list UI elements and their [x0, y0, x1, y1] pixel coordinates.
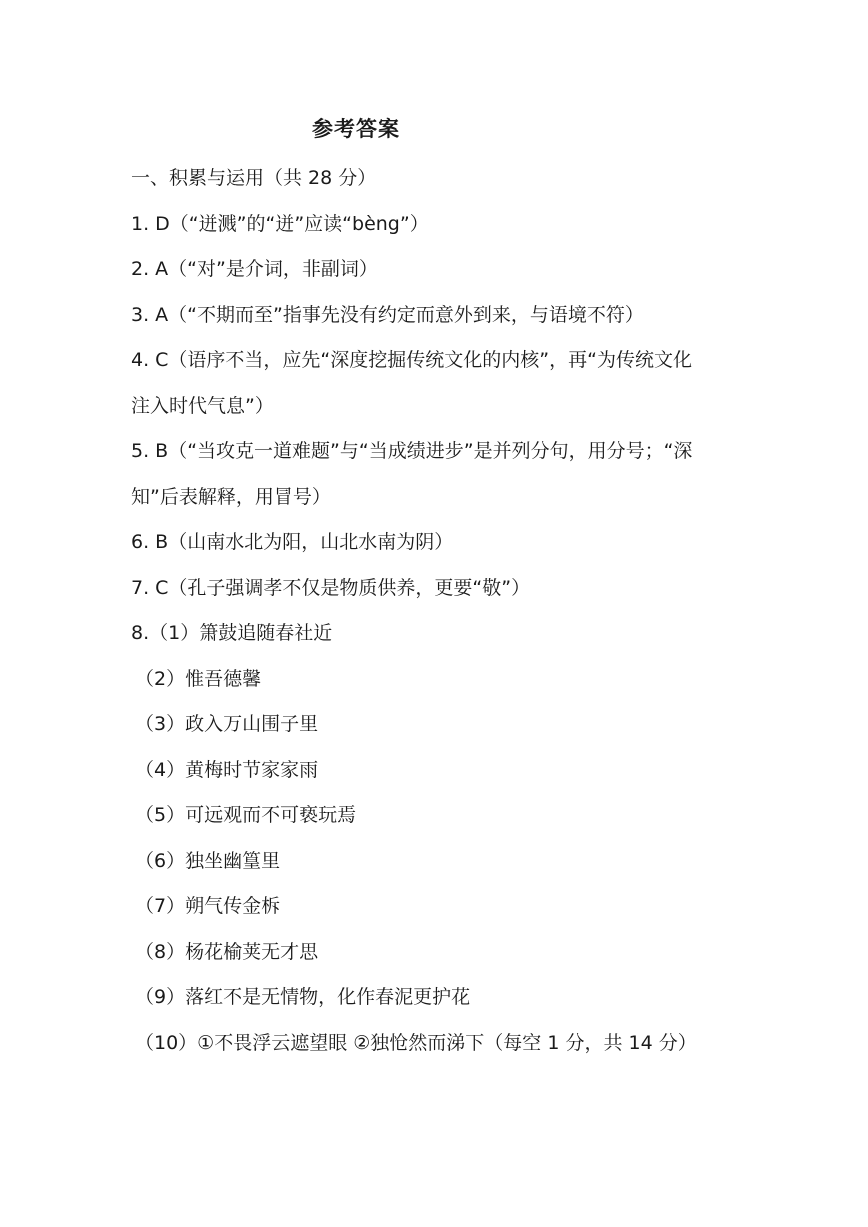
answer-line: 1. D（“迸溅”的“迸”应读“bèng”） [131, 212, 429, 235]
poem-answer-line: （7）朔气传金柝 [135, 895, 281, 917]
poem-answer-line: （8）杨花榆荚无才思 [135, 940, 319, 963]
answer-line: 4. C（语序不当，应先“深度挖掘传统文化的内核”，再“为传统文化 [131, 349, 692, 371]
page-title: 参考答案 [312, 117, 400, 141]
poem-answer-line: （10）①不畏浮云遮望眼 ②独怆然而涕下（每空 1 分，共 14 分） [135, 1031, 697, 1054]
poem-answer-line: （3）政入万山围子里 [135, 713, 319, 735]
answer-line: 3. A（“不期而至”指事先没有约定而意外到来，与语境不符） [131, 303, 644, 326]
answer-line-continuation: 知”后表解释，用冒号） [131, 485, 331, 508]
answer-line: 5. B（“当攻克一道难题”与“当成绩进步”是并列分句，用分号；“深 [131, 440, 693, 462]
poem-answer-line: （2）惟吾德馨 [135, 667, 262, 690]
answer-list [131, 156, 751, 1066]
poem-answer-line: （5）可远观而不可亵玩焉 [135, 804, 357, 826]
answer-line: 7. C（孔子强调孝不仅是物质供养，更要“敬”） [131, 576, 531, 599]
poem-answer-line: （9）落红不是无情物，化作春泥更护花 [135, 986, 471, 1008]
answer-line-continuation: 注入时代气息”） [131, 394, 274, 417]
answer-line: 6. B（山南水北为阳，山北水南为阴） [131, 531, 454, 553]
answer-line: 2. A（“对”是介词，非副词） [131, 258, 378, 280]
answer-line: 8.（1）箫鼓追随春社近 [131, 622, 333, 644]
poem-answer-line: （6）独坐幽篁里 [135, 849, 281, 872]
section-heading: 一、积累与运用（共 28 分） [131, 167, 377, 189]
poem-answer-line: （4）黄梅时节家家雨 [135, 758, 319, 781]
